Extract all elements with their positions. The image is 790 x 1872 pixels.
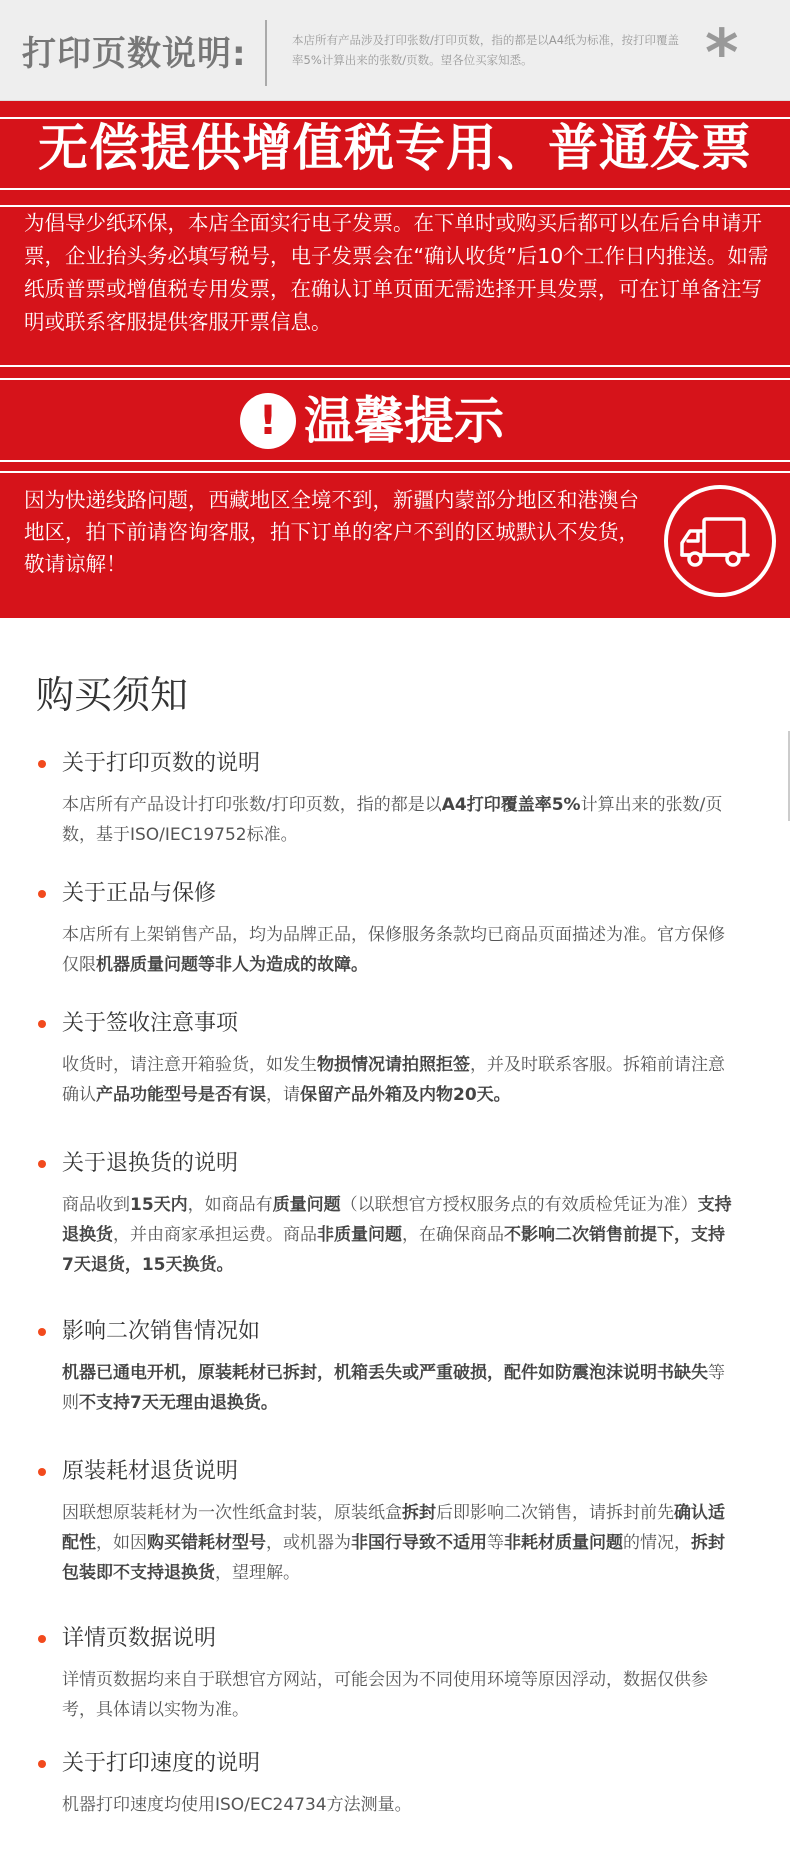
- invoice-title: 无偿提供增值税专用、普通发票: [38, 119, 752, 177]
- bullet-icon: [38, 760, 46, 768]
- body-text: ，望理解。: [215, 1563, 300, 1583]
- section-body: [62, 1665, 732, 1725]
- emphasis-text: 确认适配性: [62, 1503, 725, 1553]
- body-text: 详情页数据均来自于联想官方网站，可能会因为不同使用环境等原因浮动，数据仅供参考，具体请以实物为准。: [62, 1670, 708, 1720]
- emphasis-text: 保留产品外箱及内物20天。: [300, 1085, 511, 1105]
- print-pages-header: [0, 0, 790, 101]
- emphasis-text: 不支持7天无理由退换货。: [79, 1393, 278, 1413]
- body-text: 后即影响二次销售，请拆封前先: [436, 1503, 674, 1523]
- emphasis-text: 支持退换货: [62, 1195, 732, 1245]
- exclamation-icon: !: [240, 393, 296, 449]
- header-divider: [265, 20, 267, 86]
- tips-title: 温馨提示: [304, 392, 504, 450]
- emphasis-text: 非质量问题: [317, 1225, 402, 1245]
- section-body: [62, 1358, 732, 1418]
- body-text: ，如商品有: [187, 1195, 273, 1215]
- asterisk-icon: *: [705, 17, 739, 91]
- section-heading: 关于打印速度的说明: [62, 1751, 261, 1776]
- emphasis-text: 购买错耗材型号: [147, 1533, 266, 1553]
- body-text: ，如因: [96, 1533, 147, 1553]
- header-note: 本店所有产品涉及打印张数/打印页数，指的都是以A4纸为标准，按打印覆盖率5%计算出来的张数/页数。望各位买家知悉。: [292, 33, 680, 67]
- section-body: [62, 1050, 732, 1110]
- body-text: ，并及时联系客服。拆箱前请注意确认: [62, 1055, 725, 1105]
- bullet-icon: [38, 1760, 46, 1768]
- bullet-icon: [38, 1635, 46, 1643]
- section-heading: 详情页数据说明: [62, 1626, 217, 1651]
- section-heading: 影响二次销售情况如: [62, 1319, 261, 1344]
- truck-icon: [664, 485, 776, 597]
- tips-title-wrap: [240, 385, 580, 461]
- bullet-icon: [38, 1468, 46, 1476]
- emphasis-text: 质量问题: [272, 1195, 341, 1215]
- bullet-icon: [38, 1328, 46, 1336]
- body-text: ，并由商家承担运费。商品: [113, 1225, 317, 1245]
- bullet-icon: [38, 890, 46, 898]
- header-title: 打印页数说明:: [22, 34, 247, 74]
- body-text: 本店所有产品设计打印张数/打印页数，指的都是以: [62, 795, 442, 815]
- body-text: 收货时，请注意开箱验货，如发生: [62, 1055, 317, 1075]
- body-text: 计算出来的张数/页数，基于ISO/IEC19752标准。: [62, 795, 723, 845]
- invoice-text: 为倡导少纸环保，本店全面实行电子发票。在下单时或购买后都可以在后台申请开票，企业抬头务必填写税号，电子发票会在“确认收货”后10个工作日内推送。如需纸质普票或增值税专用发票，在确认订单页面无需选择开具发票，可在订单备注写明或联系客服提供客服开票信息。: [24, 211, 769, 334]
- emphasis-text: 物损情况请拍照拒签: [317, 1055, 470, 1075]
- section-body: [62, 1190, 732, 1280]
- emphasis-text: 拆封: [402, 1503, 436, 1523]
- body-text: 等: [487, 1533, 504, 1553]
- section-body: [62, 790, 732, 850]
- section-heading: 关于退换货的说明: [62, 1151, 239, 1176]
- body-text: ，请: [266, 1085, 300, 1105]
- body-text: 机器打印速度均使用ISO/EC24734方法测量。: [62, 1795, 412, 1815]
- divider-line: [0, 188, 790, 190]
- emphasis-text: A4打印覆盖率5%: [441, 795, 581, 815]
- section-heading: 原装耗材退货说明: [62, 1459, 239, 1484]
- bullet-icon: [38, 1160, 46, 1168]
- section-heading: 关于签收注意事项: [62, 1011, 239, 1036]
- emphasis-text: 非国行导致不适用: [351, 1533, 487, 1553]
- tips-text: 因为快递线路问题，西藏地区全境不到，新疆内蒙部分地区和港澳台地区，拍下前请咨询客服，拍下订单的客户不到的区城默认不发货，敬请谅解！: [24, 488, 639, 576]
- emphasis-text: 15天内: [130, 1195, 188, 1215]
- bullet-icon: [38, 1020, 46, 1028]
- section-body: [62, 920, 732, 980]
- body-text: 本店所有上架销售产品，均为品牌正品，保修服务条款均已商品页面描述为准。官方保修仅限: [62, 925, 725, 975]
- emphasis-text: 机器已通电开机，原装耗材已拆封，机箱丢失或严重破损，配件如防震泡沫说明书缺失: [62, 1363, 708, 1383]
- body-text: ，在确保商品: [402, 1225, 504, 1245]
- body-text: 因联想原装耗材为一次性纸盒封装，原装纸盒: [62, 1503, 402, 1523]
- body-text: 等则: [62, 1363, 725, 1413]
- section-heading: 关于正品与保修: [62, 881, 217, 906]
- body-text: 商品收到: [62, 1195, 130, 1215]
- emphasis-text: 非耗材质量问题: [504, 1533, 623, 1553]
- section-body: [62, 1790, 732, 1820]
- section-body: [62, 1498, 732, 1588]
- emphasis-text: 产品功能型号是否有误: [96, 1085, 266, 1105]
- notice-title: 购买须知: [36, 673, 189, 717]
- body-text: 的情况，: [623, 1533, 691, 1553]
- body-text: （以联想官方授权服务点的有效质检凭证为准）: [340, 1195, 698, 1215]
- section-heading: 关于打印页数的说明: [62, 751, 261, 776]
- emphasis-text: 机器质量问题等非人为造成的故障。: [96, 955, 368, 975]
- emphasis-text: 拆封包装即不支持退换货: [62, 1533, 725, 1583]
- divider-line: [0, 378, 790, 380]
- body-text: ，或机器为: [266, 1533, 351, 1553]
- emphasis-text: 不影响二次销售前提下，支持7天退货，15天换货。: [62, 1225, 725, 1275]
